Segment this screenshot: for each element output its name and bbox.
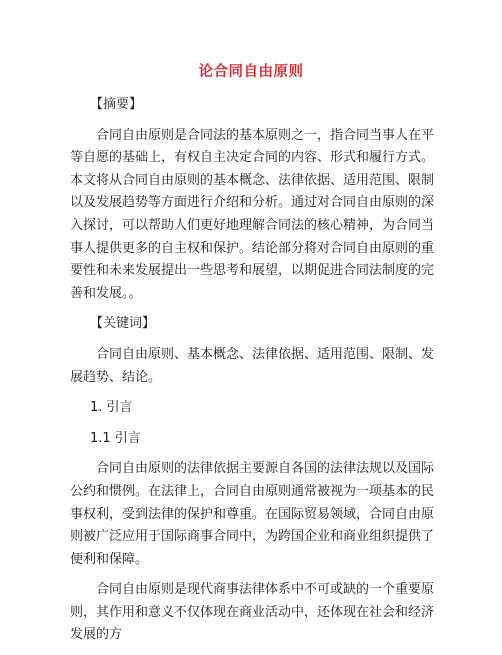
body-paragraph: 合同自由原则的法律依据主要源自各国的法律法规以及国际公约和惯例。在法律上，合同自由原则通常被视为一项基本的民事权利，受到法律的保护和尊重。在国际贸易领域，合同自由原则被广泛应用于国际商事合同中，为跨国企业和商业组织提供了便利和保障。 <box>70 461 435 567</box>
section-heading-intro: 1. 引言 <box>90 400 133 416</box>
document-title: 论合同自由原则 <box>198 64 304 80</box>
abstract-heading: 【摘要】 <box>90 97 143 112</box>
keywords-paragraph: 合同自由原则、基本概念、法律依据、适用范围、限制、发展趋势、结论。 <box>70 346 435 385</box>
keywords-heading: 【关键词】 <box>90 316 156 332</box>
body-paragraph: 合同自由原则是现代商事法律体系中不可或缺的一个重要原则，其作用和意义不仅体现在商业活动中，还体现在社会和经济发展的方 <box>70 582 435 643</box>
subsection-heading-intro: 1.1 引言 <box>90 430 141 446</box>
abstract-paragraph: 合同自由原则是合同法的基本原则之一，指合同当事人在平等自愿的基础上，有权自主决定合同的内容、形式和履行方式。本文将从合同自由原则的基本概念、法律依据、适用范围、限制以及发展趋势等方面进行介绍和分析。通过对合同自由原则的深入探讨，可以帮助人们更好地理解合同法的核心精神，为合同当事人提供更多的自主权和保护。结论部分将对合同自由原则的重要性和未来发展提出一些思考和展望，以期促进合同法制度的完善和发展。。 <box>70 127 435 301</box>
document-body <box>70 94 434 655</box>
